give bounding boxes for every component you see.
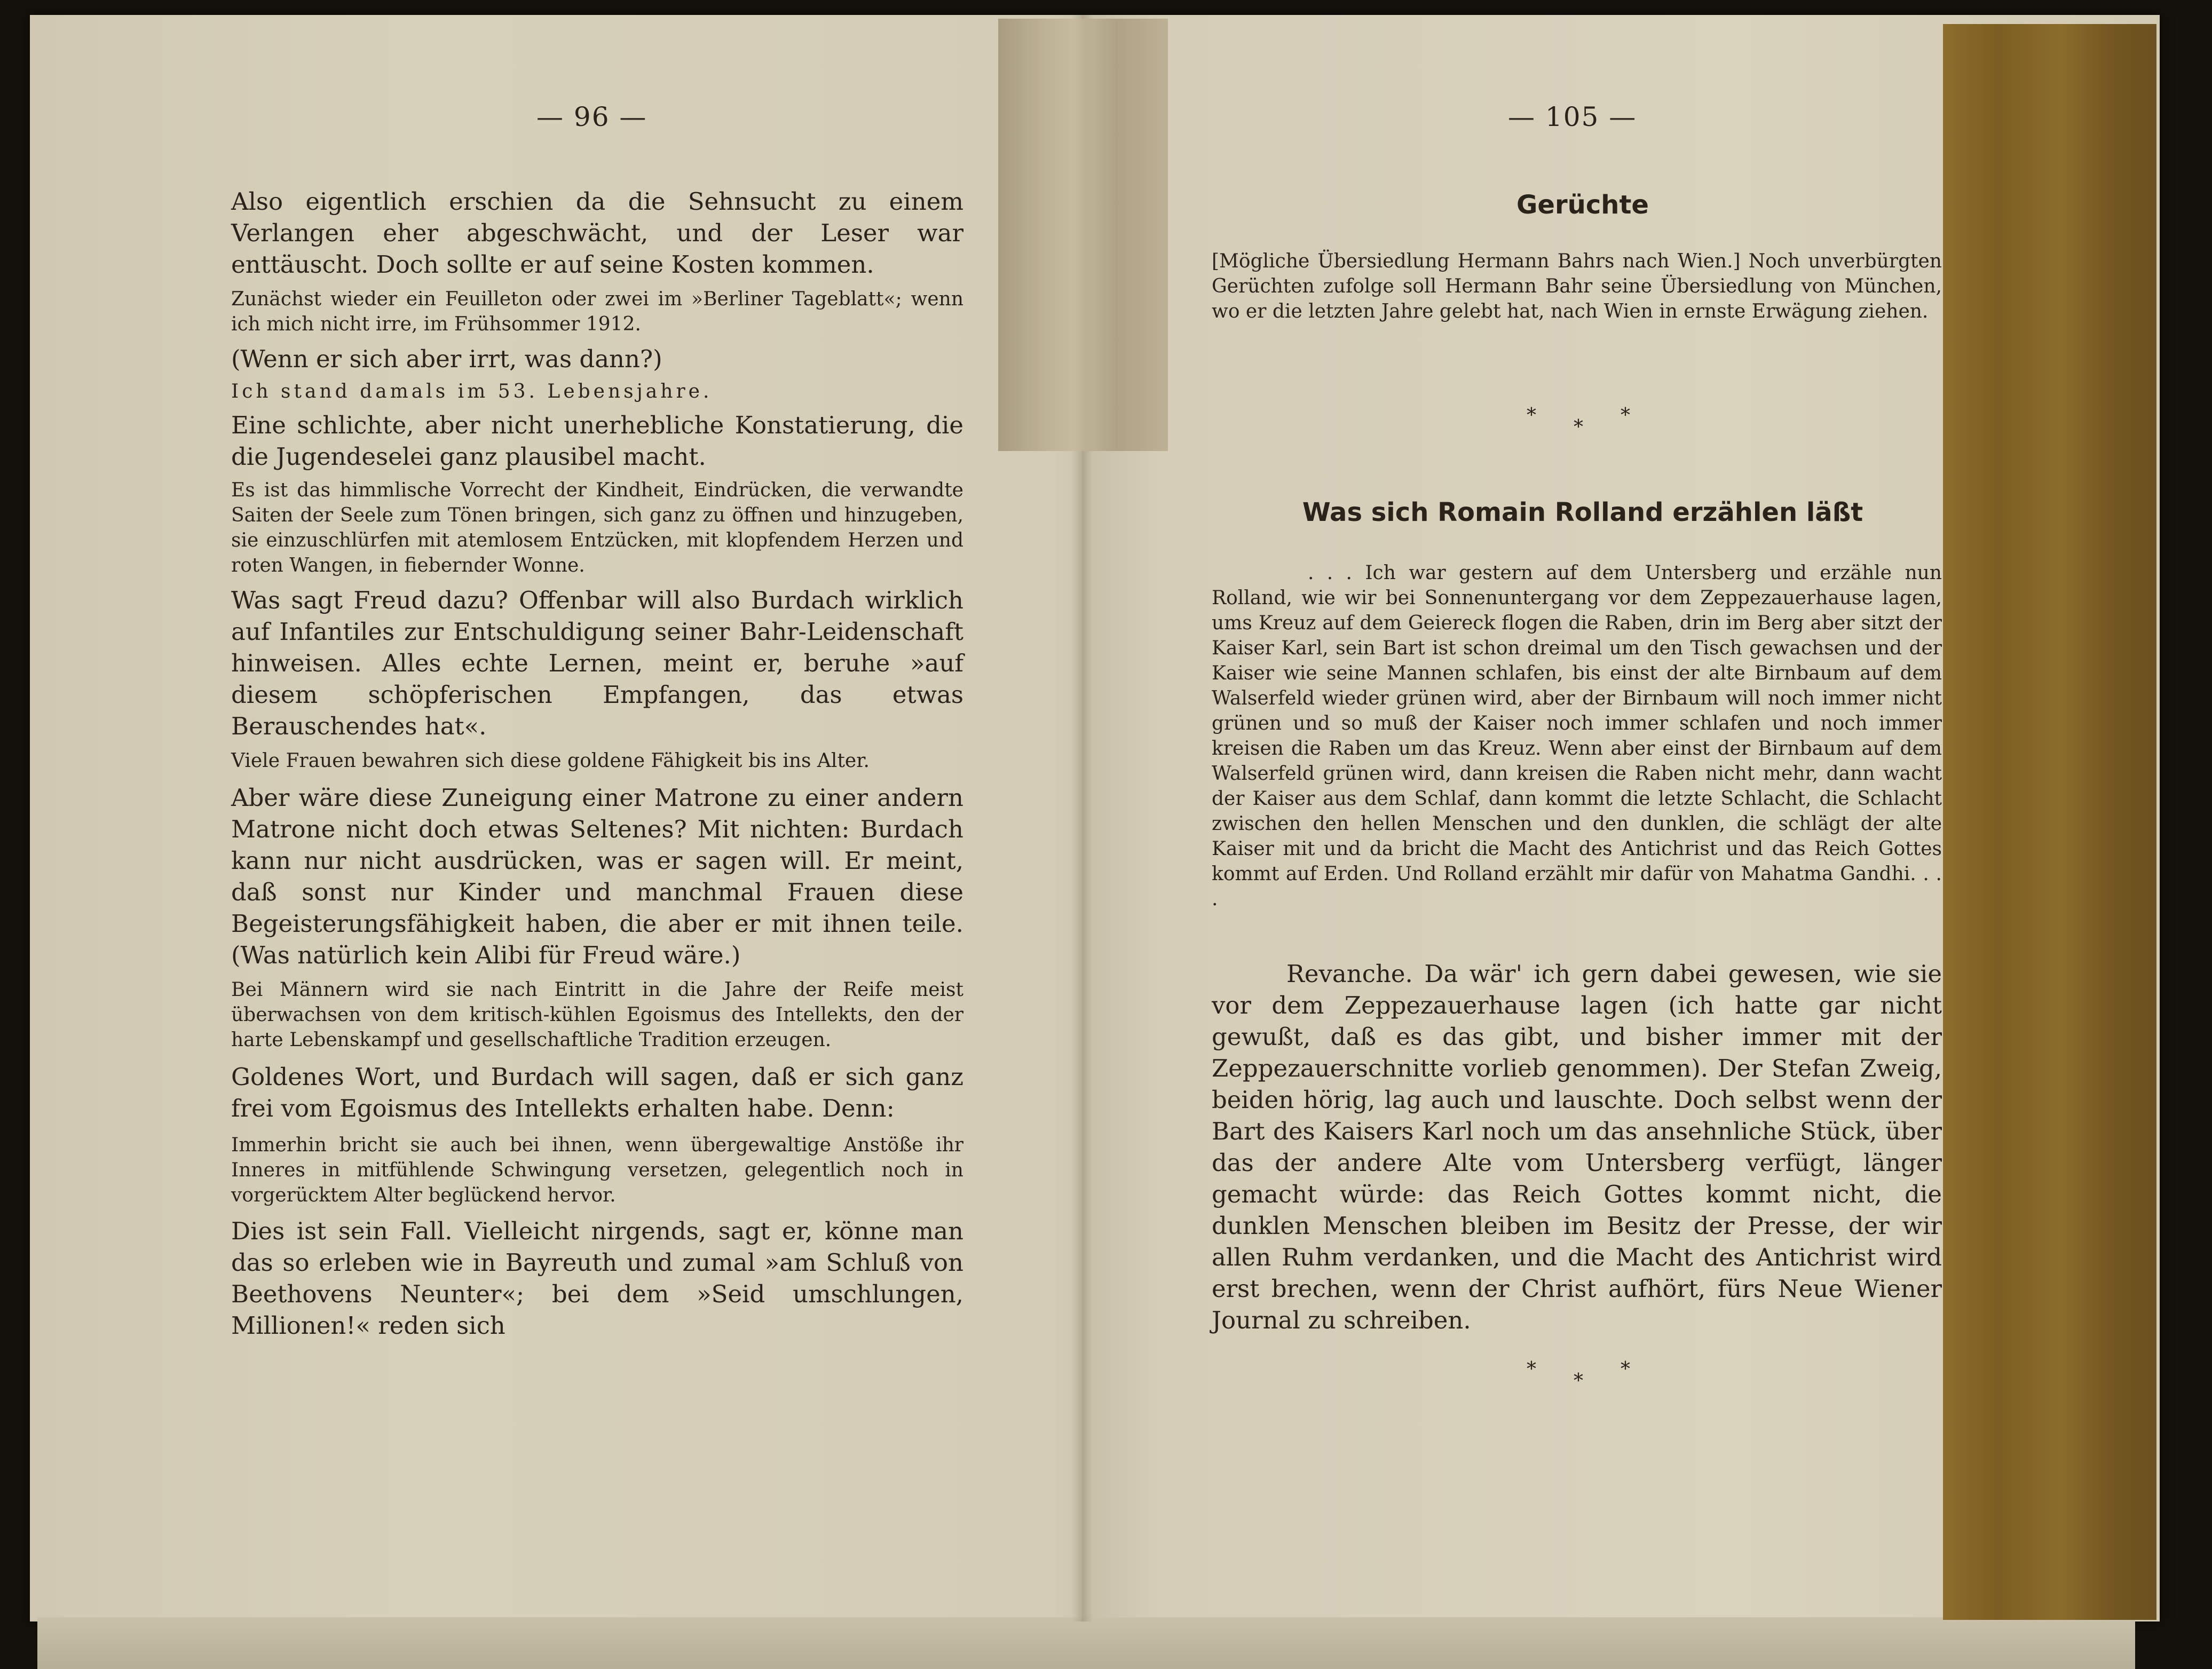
quotation: Viele Frauen bewahren sich diese goldene Fähigkeit bis ins Alter. — [231, 750, 870, 772]
quotation: Bei Männern wird sie nach Eintritt in die Jahre der Reife meist überwachsen von dem kritisch-kühlen Egoismus des Intellekts, den der harte Lebenskampf und gesellschaftliche Tradition erzeugen. — [231, 979, 963, 1051]
paragraph: Also eigentlich erschien da die Sehnsucht zu einem Verlangen eher abgeschwächt, und der Leser war enttäuscht. Doch sollte er auf seine Kosten kommen. — [231, 187, 963, 279]
asterisk: * — [1621, 1358, 1668, 1380]
asterisk: * — [1527, 405, 1574, 426]
asterisk: * — [1621, 405, 1668, 426]
page-stack-edge — [37, 1617, 2135, 1669]
left-page-text — [231, 186, 963, 1341]
separator-asterisks — [1527, 1358, 1668, 1392]
paragraph: Goldenes Wort, und Burdach will sagen, daß er sich ganz frei vom Egoismus des Intellekts erhalten habe. Denn: — [231, 1063, 963, 1122]
quotation: Zunächst wieder ein Feuilleton oder zwei im »Berliner Tageblatt«; wenn ich mich nicht irre, im Frühsommer 1912. — [231, 288, 963, 335]
repair-tape-center — [998, 19, 1168, 451]
geruechte-text: [Mögliche Übersiedlung Hermann Bahrs nach Wien.] Noch unverbürgten Gerüchten zufolge soll Hermann Bahr seine Übersiedlung von München, wo er die letzten Jahre gelebt hat, nach Wien in ernste Erwägung ziehen. — [1212, 250, 1942, 322]
asterisk: * — [1574, 416, 1621, 438]
paragraph: Dies ist sein Fall. Vielleicht nirgends, sagt er, könne man das so erleben wie in Bayreuth und zumal »am Schluß von Beethovens Neunter«; bei dem »Seid umschlungen, Millionen!« reden sich — [231, 1217, 963, 1340]
paragraph: Was sagt Freud dazu? Offenbar will also Burdach wirklich auf Infantiles zur Entschuldigung seiner Bahr-Leidenschaft hinweisen. Alles echte Lernen, meint er, beruhe »auf diesem schöpferischen Empfangen, das etwas Berauschendes hat«. — [231, 586, 963, 740]
repair-tape-right — [1943, 24, 2156, 1620]
rolland-commentary: Revanche. Da wär' ich gern dabei gewesen, wie sie vor dem Zeppezauerhause lagen (ich hatte gar nicht gewußt, daß es das gibt, und bisher immer mit der Zeppezauerschnitte vorlieb genommen). Der Stefan Zweig, beiden hörig, lag auch und lauschte. Doch selbst wenn der Bart des Kaisers Karl noch um das ansehnliche Stück, über das der andere Alte vom Untersberg verfügt, länger gemacht würde: das Reich Gottes kommt nicht, die dunklen Menschen bleiben im Besitz der Presse, der wir allen Ruhm verdanken, und die Macht des Antichrist wird erst brechen, wenn der Christ aufhört, fürs Neue Wiener Journal zu schreiben. — [1212, 960, 1942, 1334]
paragraph: Eine schlichte, aber nicht unerhebliche Konstatierung, die die Jugendeselei ganz plausibel macht. — [231, 411, 963, 471]
right-page-number: — 105 — — [1508, 101, 1637, 132]
section-heading-rolland: Was sich Romain Rolland erzählen läßt — [1302, 497, 1863, 527]
quotation: Ich stand damals im 53. Lebensjahre. — [231, 381, 713, 402]
left-page-number: — 96 — — [536, 101, 647, 132]
asterisk: * — [1574, 1370, 1621, 1392]
quotation: Es ist das himmlische Vorrecht der Kindheit, Eindrücken, die verwandte Saiten der Seele zum Tönen bringen, sich ganz zu öffnen und hinzugeben, sie einzuschlürfen mit atemlosem Entzücken, mit klopfendem Herzen und roten Wangen, in fiebernder Wonne. — [231, 479, 963, 576]
asterisk: * — [1527, 1358, 1574, 1380]
rolland-quote: . . . Ich war gestern auf dem Untersberg und erzähle nun Rolland, wie wir bei Sonnenuntergang vor dem Zeppezauerhause lagen, ums Kreuz auf dem Geiereck flogen die Raben, drin im Berg aber sitzt der Kaiser Karl, sein Bart ist schon dreimal um den Tisch gewachsen und der Kaiser wie seine Mannen schlafen, bis einst der alte Birnbaum auf dem Walserfeld wieder grünen wird, aber der Birnbaum will noch immer nicht grünen und so muß der Kaiser noch immer schlafen und noch immer kreisen die Raben um das Kreuz. Wenn aber einst der Birnbaum auf dem Walserfeld grünen wird, dann kreisen die Raben nicht mehr, dann wacht der Kaiser aus dem Schlaf, dann kommt die letzte Schlacht, die Schlacht zwischen den hellen Menschen und den dunklen, die schlägt der alte Kaiser mit und da bricht die Macht des Antichrist und das Reich Gottes kommt auf Erden. Und Rolland erzählt mir dafür von Mahatma Gandhi. . . . — [1212, 562, 1942, 910]
separator-asterisks — [1527, 405, 1668, 438]
section-heading-geruechte: Gerüchte — [1516, 190, 1649, 220]
paragraph: (Wenn er sich aber irrt, was dann?) — [231, 345, 662, 373]
quotation: Immerhin bricht sie auch bei ihnen, wenn übergewaltige Anstöße ihr Inneres in mitfühlende Schwingung versetzen, gelegentlich noch in vorgerücktem Alter beglückend hervor. — [231, 1134, 963, 1206]
paragraph: Aber wäre diese Zuneigung einer Matrone zu einer andern Matrone nicht doch etwas Seltenes? Mit nichten: Burdach kann nur nicht ausdrücken, was er sagen will. Er meint, daß sonst nur Kinder und manchmal Frauen diese Begeisterungsfähigkeit haben, die aber er mit ihnen teile. (Was natürlich kein Alibi für Freud wäre.) — [231, 784, 963, 969]
